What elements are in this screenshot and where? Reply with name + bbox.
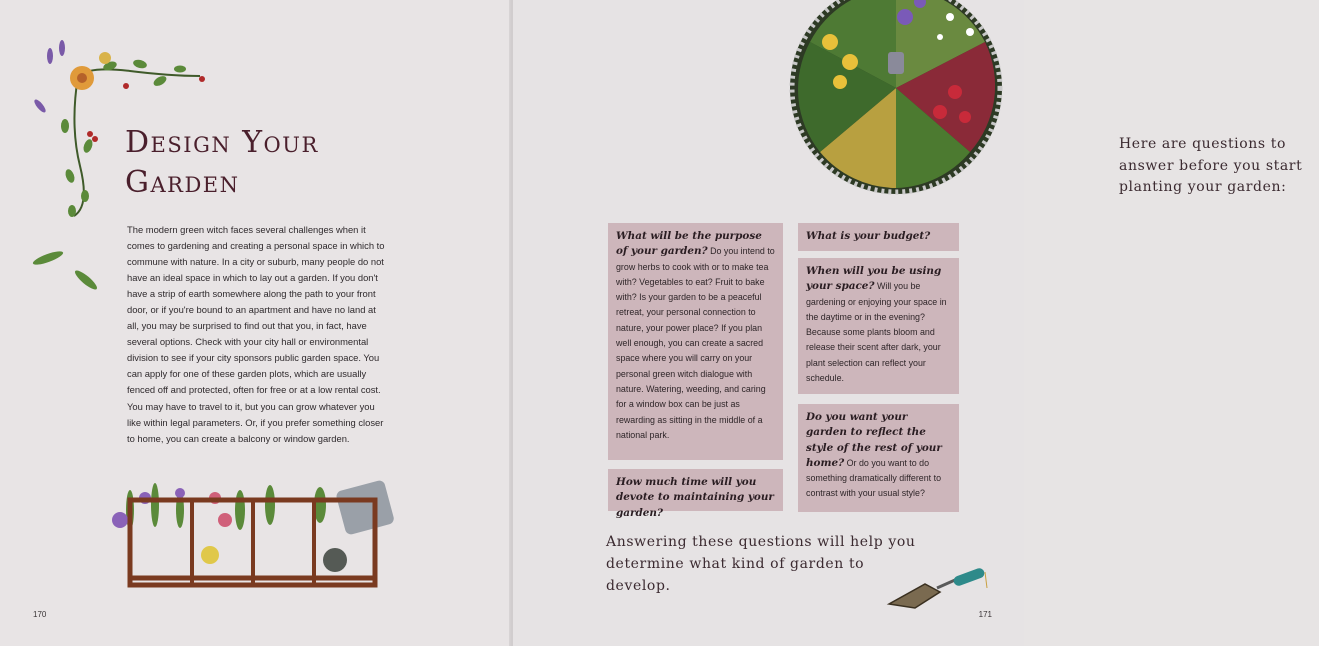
trowel-icon (885, 566, 995, 612)
answer-text: Do you intend to grow herbs to cook with or to make tea with? Vegetables to eat? Fruit to bake with? Is your garden to be a peaceful retreat, your personal connection to nature, your power place? If you plan well enough, you can create a sacred space where you will carry on your personal green witch dialogue with nature. Watering, weeding, and caring for a window box can be just as rewarding as sitting in the middle of a national park. (616, 246, 775, 440)
question-label: What will be the purpose of your garden? (616, 230, 762, 258)
right-page (513, 0, 1303, 646)
question-card-budget (798, 223, 959, 251)
body-paragraph: The modern green witch faces several challenges when it comes to gardening and creating a personal space in which to commune with nature. In a city or suburb, many people do not have an ideal space in which to lay out a garden. If you don't have a strip of earth somewhere along the path to your front door, or if you're bound to an apartment and have no land at all, you may be surprised to find out that you, in fact, have several options. Check with your city hall or environmental division to see if your city sponsors public garden space. You can apply for one of these garden plots, which are usually fenced off and protected, often for free or at a low rental cost. You may have to travel to it, but you can grow whatever you like within legal parameters. Or, if you prefer something closer to home, you can create a balcony or window garden. (127, 224, 385, 444)
garden-circle-icon (780, 0, 1012, 214)
question-card-time (608, 469, 783, 519)
answer-text: Will you be gardening or enjoying your space in the daytime or in the evening? Because some plants bloom and release their scent after dark, your plant selection can reflect your schedule. (806, 281, 947, 384)
window-box-planter-icon (100, 460, 400, 590)
question-card-when (798, 258, 959, 394)
question-label: When will you be using your space? (806, 265, 942, 293)
left-page (0, 0, 511, 646)
question-label: How much time will you devote to maintaining your garden? (616, 476, 774, 519)
page-number-left: 170 (33, 610, 47, 619)
title-line-2: Garden (125, 165, 240, 200)
closing-text: Answering these questions will help you determine what kind of garden to develop. (606, 534, 916, 594)
page-title (125, 123, 425, 203)
title-line-1: Design Your (125, 125, 319, 160)
question-card-purpose (608, 223, 783, 460)
intro-text: Here are questions to answer before you start planting your garden: (1119, 136, 1303, 195)
question-label: Do you want your garden to reflect the style of the rest of your home? (806, 411, 942, 469)
answer-text: Or do you want to do something dramatically different to contrast with your usual style? (806, 457, 942, 499)
question-label: What is your budget? (806, 230, 931, 242)
page-number-right: 171 (978, 610, 992, 619)
question-card-style (798, 404, 959, 512)
